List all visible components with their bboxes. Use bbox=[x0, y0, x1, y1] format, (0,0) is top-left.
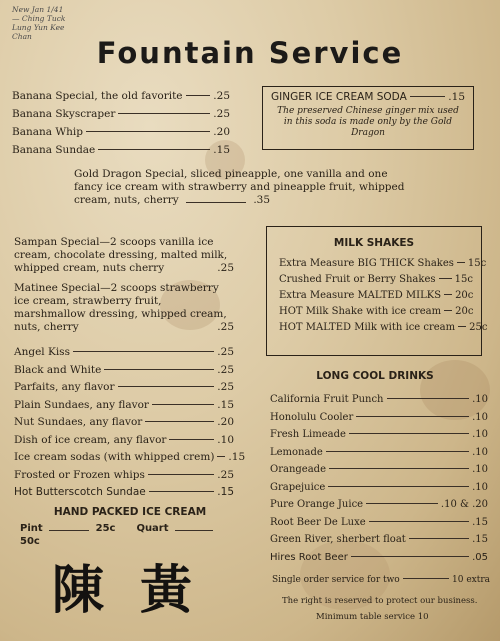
menu-item: Lemonade .10 bbox=[270, 446, 488, 458]
menu-item: California Fruit Punch .10 bbox=[270, 394, 488, 405]
menu-item: Plain Sundaes, any flavor .15 bbox=[14, 398, 234, 411]
menu-item: Honolulu Cooler .10 bbox=[270, 411, 488, 423]
menu-item: Extra Measure BIG THICK Shakes 15c bbox=[279, 258, 487, 269]
menu-item: Frosted or Frozen whips .25 bbox=[14, 468, 234, 481]
left-list bbox=[14, 346, 246, 504]
menu-item: Pure Orange Juice .10 & .20 bbox=[270, 499, 488, 510]
single-order-note: Single order service for two 10 extra bbox=[272, 575, 490, 585]
menu-item: Hires Root Beer .05 bbox=[270, 551, 488, 563]
menu-item: Fresh Limeade .10 bbox=[270, 429, 488, 440]
ginger-soda-description: The preserved Chinese ginger mix used in this soda is made only by the Gold Dragon bbox=[277, 106, 459, 138]
menu-item: Extra Measure MALTED MILKS 20c bbox=[279, 290, 474, 301]
chinese-char-huang: 黃 bbox=[140, 561, 193, 621]
menu-item: Banana Whip .20 bbox=[12, 126, 230, 138]
ginger-soda-heading-row bbox=[263, 87, 473, 103]
chinese-char-chen: 陳 bbox=[52, 561, 105, 621]
menu-item: Angel Kiss .25 bbox=[14, 346, 234, 358]
milk-shakes-list bbox=[267, 249, 488, 337]
menu-item: Orangeade .10 bbox=[270, 464, 488, 475]
sampan-special: Sampan Special—2 scoops vanilla ice cream, chocolate dressing, malted milk, whipped cream, nuts cherry .25 bbox=[14, 236, 234, 274]
long-cool-heading: LONG COOL DRINKS bbox=[316, 370, 434, 382]
menu-item: Black and White .25 bbox=[14, 363, 234, 376]
menu-item: Banana Skyscraper .25 bbox=[12, 108, 230, 120]
menu-item: Root Beer De Luxe .15 bbox=[270, 516, 488, 528]
gold-dragon-special: Gold Dragon Special, sliced pineapple, one vanilla and one fancy ice cream with strawberry and pineapple fruit, whipped cream, nuts, cherry .35 bbox=[74, 168, 405, 206]
banana-list bbox=[12, 90, 230, 157]
hand-packed-heading: HAND PACKED ICE CREAM bbox=[53, 506, 207, 518]
hand-packed-prices: Pint 25c Quart 50c bbox=[20, 522, 238, 548]
handwritten-note: New Jan 1/41 — Ching Tuck Lung Yun Kee Chan bbox=[12, 5, 66, 41]
right-reserved-note: The right is reserved to protect our business. bbox=[282, 596, 478, 606]
minimum-service-note: Minimum table service 10 bbox=[316, 612, 429, 622]
menu-item: Grapejuice .10 bbox=[270, 481, 488, 493]
menu-item: Banana Special, the old favorite .25 bbox=[12, 90, 230, 102]
page-title: Fountain Service bbox=[96, 36, 404, 70]
menu-item: Hot Butterscotch Sundae .15 bbox=[14, 486, 234, 498]
long-cool-list bbox=[270, 393, 488, 568]
menu-item: HOT MALTED Milk with ice cream 25c bbox=[279, 322, 488, 333]
menu-item: Green River, sherbert float .15 bbox=[270, 534, 488, 545]
menu-item: Dish of ice cream, any flavor .10 bbox=[14, 433, 234, 446]
milk-shakes-box bbox=[266, 226, 488, 356]
menu-item: Crushed Fruit or Berry Shakes 15c bbox=[279, 274, 473, 285]
matinee-special: Matinee Special—2 scoops strawberry ice cream, strawberry fruit, marshmallow dressing, whipped cream, nuts, cherry .25 bbox=[14, 282, 234, 333]
ginger-soda-box bbox=[262, 86, 474, 150]
ginger-soda-price: .15 bbox=[448, 91, 465, 103]
menu-item: Ice cream sodas (with whipped crem) .15 bbox=[14, 451, 246, 463]
chinese-characters bbox=[52, 548, 228, 623]
ginger-soda-heading: GINGER ICE CREAM SODA bbox=[271, 91, 407, 103]
menu-item: Parfaits, any flavor .25 bbox=[14, 381, 234, 393]
menu-item: Nut Sundaes, any flavor .20 bbox=[14, 416, 234, 428]
menu-item: Banana Sundae .15 bbox=[12, 144, 230, 156]
milk-shakes-heading: MILK SHAKES bbox=[333, 237, 415, 249]
menu-item: HOT Milk Shake with ice cream 20c bbox=[279, 306, 474, 317]
